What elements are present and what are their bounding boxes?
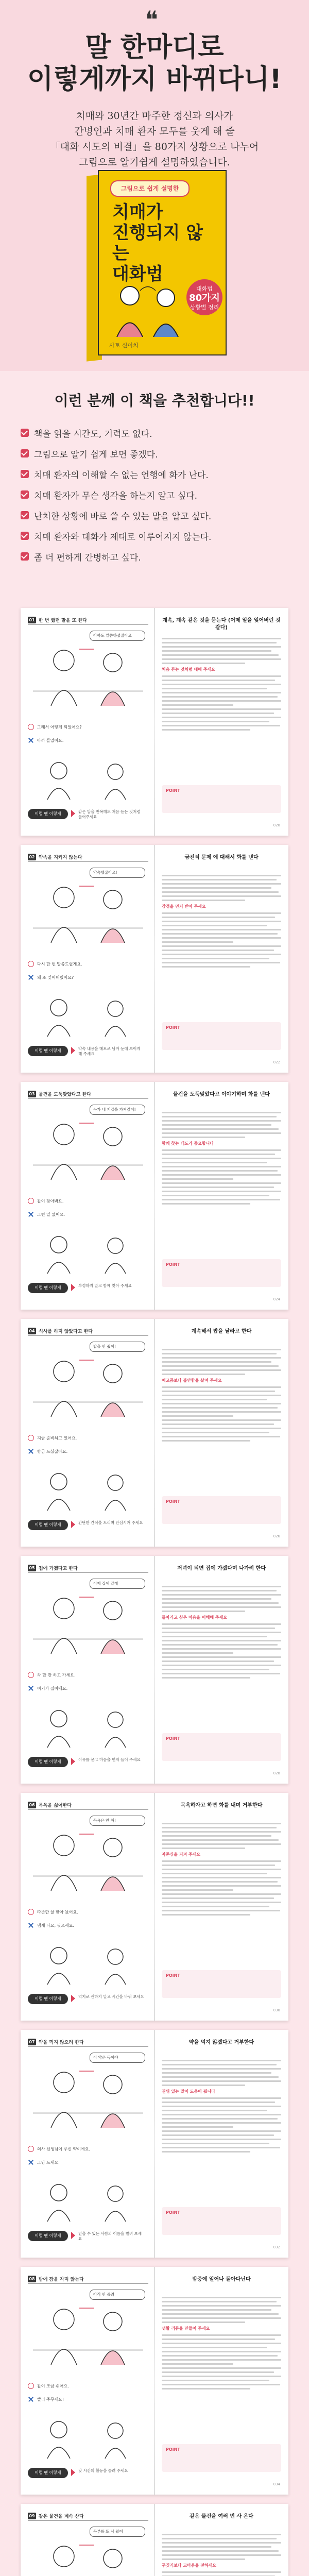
recommend-section (0, 381, 309, 603)
choice-good-text: 따뜻한 물 받아 놨어요. (37, 1909, 78, 1914)
circle-icon (28, 724, 34, 730)
intro-line-3: 「대화 시도의 비결」을 80가지 상황으로 나누어 (50, 141, 259, 152)
page-gutter (154, 2267, 155, 2495)
section-title: 집에 가겠다고 한다 (39, 1566, 78, 1571)
arrow-right-icon (71, 2469, 75, 2476)
point-label: POINT (166, 2447, 180, 2452)
tip-text: 간단한 간식을 드리며 안심시켜 주세요 (78, 1520, 143, 1525)
section-title: 같은 물건을 계속 산다 (39, 2514, 84, 2519)
book-spread (21, 2030, 288, 2258)
body-text-block (162, 2297, 281, 2392)
book-title-line-2: 진행되지 않는 (112, 223, 203, 264)
recommend-item (21, 484, 288, 505)
book-spread (21, 608, 288, 836)
left-page (28, 1326, 148, 1539)
section-title: 물건을 도둑맞았다고 한다 (39, 1092, 91, 1097)
scene-illustration-2-icon (28, 1461, 148, 1511)
book-spread (21, 1082, 288, 1310)
right-page (162, 2037, 281, 2250)
page-number: 020 (273, 823, 280, 827)
recommend-item-text: 책을 읽을 시간도, 기력도 없다. (34, 429, 152, 439)
choice-bad (28, 1683, 148, 1694)
cross-icon (28, 2396, 34, 2402)
page-gutter (154, 608, 155, 836)
left-page (28, 2274, 148, 2487)
choice-bad-text: 왜 또 잊어버렸어요? (37, 975, 74, 980)
right-page-subtitle: 배고픔보다 불안함을 살펴 주세요 (162, 1378, 222, 1383)
right-page-title: 저녁이 되면 집에 가겠다며 나가려 한다 (177, 1566, 266, 1571)
intro-line-2: 간병인과 치매 환자 모두를 웃게 해 줄 (74, 126, 235, 137)
book-spread (21, 2267, 288, 2495)
scene-illustration-2-icon (28, 1224, 148, 1274)
section-number: 09 (28, 2513, 36, 2519)
section-number: 07 (28, 2039, 36, 2045)
tip-bar (28, 807, 162, 822)
book-sticker-line-1: 대화법 (196, 285, 213, 292)
book-spread (21, 1556, 288, 1784)
tip-pill: 이럴 땐 이렇게 (28, 1994, 68, 2004)
page-gutter (154, 1319, 155, 1547)
book-author: 사토 신이치 (109, 342, 139, 349)
section-header (28, 1326, 148, 1336)
choice-bad-text: 냄새 나요, 씻으세요. (37, 1923, 74, 1928)
recommend-item (21, 443, 288, 464)
choice-good-text: 의사 선생님이 주신 약이에요. (37, 2146, 90, 2151)
choice-good (28, 2143, 148, 2155)
choice-good (28, 1432, 148, 1444)
point-label: POINT (166, 1973, 180, 1978)
intro-line-4: 그림으로 알기쉽게 설명하였습니다. (79, 157, 230, 168)
arrow-right-icon (71, 1995, 75, 2002)
point-box (162, 2207, 281, 2235)
recommend-item (21, 526, 288, 546)
tip-bar (28, 1044, 162, 1059)
recommend-item (21, 464, 288, 484)
body-text-block (162, 1823, 281, 1918)
circle-icon (28, 2383, 34, 2389)
book-badge: 그림으로 쉽게 설명한 (110, 180, 190, 197)
book-title (112, 202, 215, 284)
point-box (162, 2444, 281, 2472)
body-text-block (162, 638, 281, 733)
choice-bad (28, 2157, 148, 2168)
page-gutter (154, 2030, 155, 2258)
recommend-item-text: 치매 환자의 이해할 수 없는 언행에 화가 난다. (34, 470, 209, 481)
right-page-title: 금전적 문제 에 대해서 화를 낸다 (184, 855, 259, 860)
point-box (162, 1496, 281, 1524)
tip-bar (28, 2466, 162, 2481)
checkbox-icon (21, 490, 29, 499)
page-number: 030 (273, 2008, 280, 2012)
section-title: 식사를 하지 않았다고 한다 (39, 1329, 93, 1334)
choice-bad-text: 그런 일 없어요. (37, 1212, 65, 1217)
book-front (98, 170, 227, 355)
tip-text: 낮 시간의 활동을 늘려 주세요 (78, 2468, 128, 2473)
scene-illustration-2-icon (28, 750, 148, 800)
section-number: 08 (28, 2276, 36, 2282)
tip-bar (28, 1992, 162, 2007)
section-number: 05 (28, 1565, 36, 1571)
right-page (162, 1563, 281, 1776)
book-spread (21, 2504, 288, 2576)
recommend-item-text: 치매 환자와 대화가 제대로 이루어지지 않는다. (34, 532, 212, 543)
hero-section (0, 0, 309, 371)
point-label: POINT (166, 2210, 180, 2215)
right-page-title: 계속, 계속 같은 것을 묻는다 (어제 일을 잊어버린 것 같다) (162, 618, 281, 631)
book-title-line-3: 대화법 (112, 264, 163, 284)
speech-bubble: 누가 내 지갑을 가져갔어! (90, 1105, 145, 1115)
arrow-right-icon (71, 1521, 75, 1528)
scene-illustration-icon (28, 629, 148, 716)
right-page-subtitle: 권위 있는 말이 도움이 됩니다 (162, 2089, 215, 2094)
body-text-block (162, 1112, 281, 1207)
section-header (28, 615, 148, 625)
arrow-right-icon (71, 2232, 75, 2239)
section-title: 약을 먹지 않으려 한다 (39, 2040, 84, 2045)
choice-good-text: 같이 찾아봐요. (37, 1198, 64, 1204)
cross-icon (28, 1922, 34, 1928)
speech-bubble: 약속했잖아요! (90, 868, 145, 878)
speech-bubble: 이 약은 독이야 (90, 2053, 145, 2063)
scene-illustration-icon (28, 1340, 148, 1427)
scene-illustration-2-icon (28, 2172, 148, 2222)
choice-bad (28, 1209, 148, 1220)
book-sticker-line-2: 상황별 정리 (190, 304, 219, 311)
tip-text: 약속 내용을 메모로 남겨 눈에 보이게 해 주세요 (78, 1046, 141, 1056)
left-page (28, 852, 148, 1065)
speech-bubble: 목욕은 안 해! (90, 1816, 145, 1826)
section-number: 03 (28, 1091, 36, 1097)
page-number: 022 (273, 1060, 280, 1064)
body-text-block (162, 875, 281, 970)
scene-illustration-2-icon (28, 1698, 148, 1748)
page-gutter (154, 1793, 155, 2021)
scene-illustration-2-icon (28, 987, 148, 1037)
tip-text: 억지로 권하지 말고 시간을 바꿔 보세요 (78, 1994, 144, 1999)
choice-bad (28, 735, 148, 746)
recommend-item-text: 난처한 상황에 바로 쓸 수 있는 말을 알고 싶다. (34, 511, 212, 522)
scene-illustration-icon (28, 2050, 148, 2138)
choice-good (28, 1195, 148, 1207)
section-title: 밤에 잠을 자지 않는다 (39, 2277, 84, 2282)
section-header (28, 1089, 148, 1099)
choice-good (28, 2380, 148, 2392)
recommend-item-text: 좀 더 편하게 간병하고 싶다. (34, 552, 141, 563)
choice-good (28, 1906, 148, 1918)
point-box (162, 1259, 281, 1287)
choice-bad (28, 1446, 148, 1457)
right-page-subtitle: 함께 찾는 태도가 중요합니다 (162, 1141, 214, 1146)
section-number: 06 (28, 1802, 36, 1808)
recommend-item (21, 422, 288, 443)
tip-pill: 이럴 땐 이렇게 (28, 1520, 68, 1530)
right-page-subtitle: 생활 리듬을 만들어 주세요 (162, 2326, 210, 2331)
section-header (28, 2037, 148, 2047)
point-box (162, 1970, 281, 1998)
choice-bad-text: 아까 들었어요. (37, 738, 64, 743)
speech-bubble: 이제 집에 갈래 (90, 1579, 145, 1589)
headline-line-1: 말 한마디로 (85, 32, 224, 63)
choice-good-text: 다시 한 번 말씀드릴게요. (37, 961, 82, 967)
book-spread (21, 1319, 288, 1547)
point-label: POINT (166, 1499, 180, 1504)
circle-icon (28, 1909, 34, 1915)
page-number: 032 (273, 2245, 280, 2249)
right-page (162, 1800, 281, 2013)
choice-bad-text: 방금 드셨잖아요. (37, 1449, 68, 1454)
choice-good (28, 721, 148, 733)
tip-pill: 이럴 땐 이렇게 (28, 2231, 68, 2241)
book-spread (21, 1793, 288, 2021)
checkbox-icon (21, 429, 29, 437)
right-page-title: 물건을 도둑맞았다고 이야기하며 화를 낸다 (173, 1092, 270, 1097)
speech-bubble: 밥을 안 줬어! (90, 1342, 145, 1352)
scene-illustration-2-icon (28, 2409, 148, 2459)
checkbox-icon (21, 511, 29, 519)
page-gutter (154, 1082, 155, 1310)
circle-icon (28, 1435, 34, 1441)
book-sticker (186, 279, 222, 315)
right-page-title: 약을 먹지 않겠다고 거부한다 (188, 2040, 254, 2045)
right-page-title: 같은 물건을 여러 번 사 온다 (190, 2514, 253, 2519)
recommend-title: 이런 분께 이 책을 추천합니다!! (54, 392, 255, 409)
cross-icon (28, 737, 34, 743)
right-page (162, 1326, 281, 1539)
choice-good-text: 지금 준비하고 있어요. (37, 1435, 77, 1440)
right-page (162, 2274, 281, 2487)
section-title: 한 번 했던 말을 또 한다 (39, 618, 87, 623)
section-number: 02 (28, 854, 36, 860)
right-page-subtitle: 처음 듣는 것처럼 대해 주세요 (162, 667, 215, 672)
tip-text: 믿을 수 있는 사람의 이름을 빌려 보세요 (78, 2231, 142, 2241)
right-page (162, 1089, 281, 1302)
circle-icon (28, 2146, 34, 2152)
tip-pill: 이럴 땐 이렇게 (28, 809, 68, 819)
page-number: 026 (273, 1534, 280, 1538)
section-title: 약속을 지키지 않는다 (39, 855, 82, 860)
right-page-subtitle: 자존심을 지켜 주세요 (162, 1852, 201, 1857)
speech-bubble: 아직 안 졸려 (90, 2290, 145, 2300)
recommend-item-text: 치매 환자가 무슨 생각을 하는지 알고 싶다. (34, 490, 198, 501)
scene-illustration-icon (28, 866, 148, 953)
tip-pill: 이럴 땐 이렇게 (28, 1046, 68, 1056)
right-page (162, 615, 281, 828)
page-number: 028 (273, 1771, 280, 1775)
tip-text: 이유를 묻고 마음을 먼저 들어 주세요 (78, 1757, 141, 1762)
page-gutter (154, 1556, 155, 1784)
choice-good (28, 1669, 148, 1681)
left-page (28, 615, 148, 828)
point-label: POINT (166, 1025, 180, 1030)
body-text-block (162, 2060, 281, 2155)
body-text-block (162, 1586, 281, 1681)
checkbox-icon (21, 449, 29, 457)
choice-bad-text: 그냥 드세요. (37, 2160, 60, 2165)
section-header (28, 2274, 148, 2284)
cross-icon (28, 1685, 34, 1691)
right-page-title: 밤중에 일어나 돌아다닌다 (192, 2277, 251, 2282)
right-page-subtitle: 감정을 먼저 받아 주세요 (162, 904, 206, 909)
arrow-right-icon (71, 1284, 75, 1291)
intro-line-1: 치매와 30년간 마주한 정신과 의사가 (76, 110, 233, 122)
scene-illustration-icon (28, 1577, 148, 1664)
recommend-item (21, 546, 288, 567)
choice-good-text: 차 한 잔 하고 가세요. (37, 1672, 76, 1677)
page-gutter (154, 845, 155, 1073)
section-header (28, 2511, 148, 2521)
tip-bar (28, 2229, 162, 2244)
left-page (28, 1563, 148, 1776)
choice-bad (28, 1920, 148, 1931)
section-header (28, 852, 148, 862)
book-cover (77, 170, 232, 366)
scene-illustration-icon (28, 1103, 148, 1190)
choice-good (28, 958, 148, 970)
right-page-title: 목욕하자고 하면 화를 내며 거부한다 (180, 1803, 263, 1808)
recommend-item-text: 그림으로 알기 쉽게 보면 좋겠다. (34, 449, 158, 460)
point-label: POINT (166, 788, 180, 793)
checkbox-icon (21, 532, 29, 540)
left-page (28, 2511, 148, 2576)
scene-illustration-2-icon (28, 1935, 148, 1985)
cross-icon (28, 974, 34, 980)
page-gutter (154, 2504, 155, 2576)
scene-illustration-icon (28, 2287, 148, 2375)
choice-bad-text: 여기가 집이에요. (37, 1686, 68, 1691)
speech-bubble: 두부를 또 사 왔어 (90, 2527, 145, 2537)
tip-bar (28, 1281, 162, 1296)
tip-bar (28, 1518, 162, 1533)
left-page (28, 1800, 148, 2013)
arrow-right-icon (71, 810, 75, 817)
choice-bad (28, 972, 148, 983)
book-title-line-1: 치매가 (112, 202, 163, 223)
speech-bubble: 아까도 말씀하셨잖아요 (90, 631, 145, 641)
headline-line-2: 이렇게까지 바뀌다니! (27, 64, 282, 95)
section-number: 04 (28, 1328, 36, 1334)
left-page (28, 2037, 148, 2250)
choice-good-text: 같이 조금 쉬어요. (37, 2383, 69, 2388)
arrow-right-icon (71, 1047, 75, 1054)
intro-text (21, 108, 288, 170)
book-spread (21, 845, 288, 1073)
checkbox-icon (21, 470, 29, 478)
page-number: 034 (273, 2482, 280, 2486)
circle-icon (28, 1198, 34, 1204)
section-header (28, 1563, 148, 1573)
choice-good-text: 그래서 어떻게 되었어요? (37, 724, 82, 730)
choice-bad-text: 빨리 주무세요! (37, 2397, 64, 2402)
cross-icon (28, 2159, 34, 2165)
point-label: POINT (166, 1736, 180, 1741)
tip-pill: 이럴 땐 이렇게 (28, 1757, 68, 1767)
tip-text: 같은 말을 반복해도 처음 듣는 것처럼 들어주세요 (78, 809, 141, 819)
recommend-item (21, 505, 288, 526)
point-label: POINT (166, 1262, 180, 1267)
circle-icon (28, 1672, 34, 1678)
right-page-subtitle: 꾸짖기보다 고마움을 전하세요 (162, 2563, 217, 2568)
checkbox-icon (21, 552, 29, 561)
choice-bad (28, 2394, 148, 2405)
body-text-block (162, 2534, 281, 2576)
body-text-block (162, 1349, 281, 1444)
section-header (28, 1800, 148, 1810)
circle-icon (28, 961, 34, 967)
tip-pill: 이럴 땐 이렇게 (28, 1283, 68, 1293)
scene-illustration-icon (28, 1814, 148, 1901)
cross-icon (28, 1211, 34, 1217)
section-title: 목욕을 싫어한다 (39, 1803, 72, 1808)
section-number: 01 (28, 617, 36, 623)
tip-pill: 이럴 땐 이렇게 (28, 2468, 68, 2478)
tip-text: 부정하지 말고 함께 찾아 주세요 (78, 1283, 132, 1288)
point-box (162, 1022, 281, 1050)
right-page (162, 2511, 281, 2576)
point-box (162, 1733, 281, 1761)
right-page (162, 852, 281, 1065)
book-sticker-num: 80가지 (189, 293, 220, 303)
quote-mark-icon: ❝ (145, 6, 158, 33)
page-number: 024 (273, 1297, 280, 1301)
arrow-right-icon (71, 1758, 75, 1765)
point-box (162, 785, 281, 813)
recommend-list (21, 422, 288, 567)
right-page-title: 계속해서 밥을 달라고 한다 (191, 1329, 252, 1334)
cross-icon (28, 1448, 34, 1454)
right-page-subtitle: 돌아가고 싶은 마음을 이해해 주세요 (162, 1615, 228, 1620)
left-page (28, 1089, 148, 1302)
tip-bar (28, 1755, 162, 1770)
